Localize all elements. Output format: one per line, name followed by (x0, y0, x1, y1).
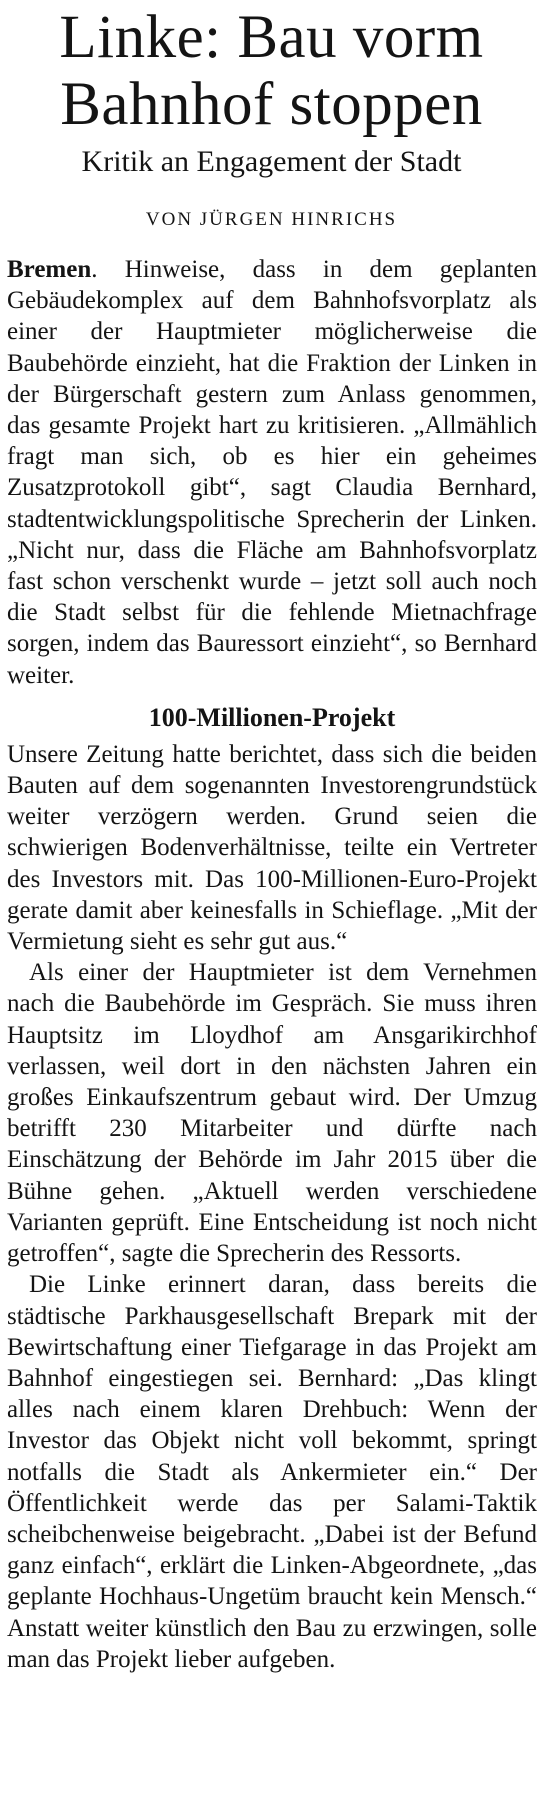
article-body (7, 254, 537, 1675)
body-paragraph-3: Die Linke erinnert daran, dass bereits die städtische Parkhausgesellschaft Brepark mit der Bewirtschaftung einer Tiefgarage in das Projekt am Bahnhof eingestiegen sei. Bernhard: „Das klingt alles nach einem klaren Drehbuch: Wenn der Investor das Objekt nicht voll bekommt, springt notfalls die Stadt als Ankermieter ein.“ Der Öffentlichkeit werde das per Salami-Taktik scheibchenweise beigebracht. „Dabei ist der Befund ganz einfach“, erklärt die Linken-Abgeordnete, „das geplante Hochhaus-Ungetüm braucht kein Mensch.“ Anstatt weiter künstlich den Bau zu erzwingen, solle man das Projekt lieber aufgeben. (7, 1271, 537, 1673)
headline-line-1: Linke: Bau vorm (59, 4, 484, 71)
byline: VON JÜRGEN HINRICHS (145, 209, 398, 230)
section-title: 100-Millionen-Projekt (148, 702, 396, 732)
headline (0, 4, 543, 138)
body-paragraph-2: Als einer der Hauptmieter ist dem Vernehmen nach die Baubehörde im Gespräch. Sie muss ihren Hauptsitz im Lloydhof am Ansgarikirchhof verlassen, weil dort in den nächsten Jahren ein großes Einkaufszentrum gebaut wird. Der Umzug betrifft 230 Mitarbeiter und dürfte nach Einschätzung der Behörde im Jahr 2015 über die Bühne gehen. „Aktuell werden verschiedene Varianten geprüft. Eine Entscheidung ist noch nicht getroffen“, sagte die Sprecherin des Ressorts. (7, 959, 537, 1268)
headline-line-2: Bahnhof stoppen (60, 71, 483, 138)
intro-text: . Hinweise, dass in dem geplanten Gebäudekomplex auf dem Bahnhofsvorplatz als einer der Hauptmieter möglicherweise die Baubehörde einzieht, hat die Fraktion der Linken in der Bürgerschaft gestern zum Anlass genommen, das gesamte Projekt hart zu kritisieren. „Allmählich fragt man sich, ob es hier ein geheimes Zusatzprotokoll gibt“, sagt Claudia Bernhard, stadtentwicklungspolitische Sprecherin der Linken. „Nicht nur, dass die Fläche am Bahnhofsvorplatz fast schon verschenkt wurde – jetzt soll auch noch die Stadt selbst für die fehlende Mietnachfrage sorgen, indem das Bauressort einzieht“, so Bernhard weiter. (7, 256, 537, 689)
body-paragraph-1: Unsere Zeitung hatte berichtet, dass sich die beiden Bauten auf dem sogenannten Investorengrundstück weiter verzögern werden. Grund seien die schwierigen Bodenverhältnisse, teilte ein Vertreter des Investors mit. Das 100-Millionen-Euro-Projekt gerate damit aber keinesfalls in Schieflage. „Mit der Vermietung sieht es sehr gut aus.“ (7, 740, 537, 956)
subheadline: Kritik an Engagement der Stadt (81, 145, 462, 178)
dateline: Bremen (7, 256, 92, 283)
intro-paragraph (7, 254, 537, 691)
